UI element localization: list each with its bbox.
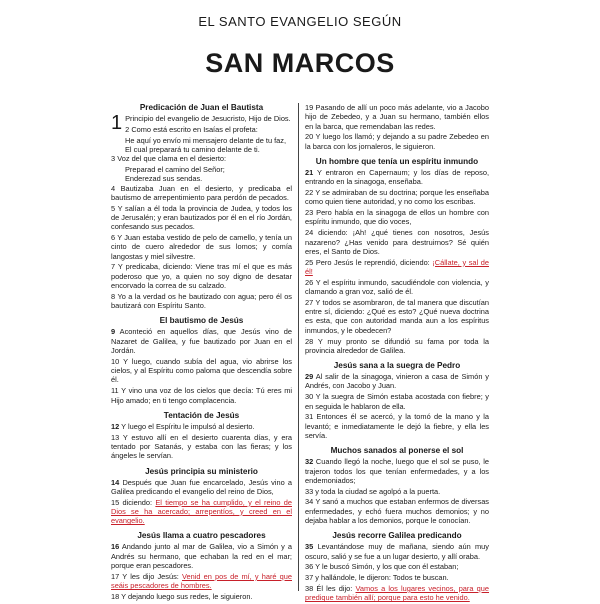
verse-number: 23 [305, 208, 314, 218]
verse [111, 357, 292, 385]
verse-line: Preparad el camino del Señor; [125, 164, 225, 174]
verse-text: Y dejando luego sus redes, le siguieron. [121, 591, 253, 601]
words-of-jesus: ¡Cállate, y sal de él! [305, 257, 489, 276]
verse-number: 26 [305, 277, 314, 287]
verse [111, 478, 292, 497]
verse-text: Y luego el Espíritu le impulsó al desierto. [121, 421, 255, 431]
verse [305, 132, 489, 151]
book-title: SAN MARCOS [205, 48, 395, 78]
verse-number: 31 [305, 412, 314, 422]
verse-text: Principio del evangelio de Jesucristo, Hijo de Dios. [125, 114, 291, 123]
verse-number: 35 [305, 542, 314, 552]
verse-text: Y les dijo Jesús: [122, 571, 179, 581]
verse-number: 37 [305, 573, 314, 583]
right-column [305, 103, 489, 604]
verse-text: Y entraron en Capernaum; y los días de reposo, entrando en la sinagoga, enseñaba. [305, 167, 490, 187]
section-heading: Jesús principia su ministerio [145, 466, 258, 476]
section-heading: Jesús sana a la suegra de Pedro [333, 361, 461, 371]
verse [111, 292, 292, 311]
verse [305, 258, 489, 277]
verse-number: 16 [111, 542, 120, 552]
verse [305, 412, 489, 440]
verse-text: Levantándose muy de mañana, siendo aún muy oscuro, salió y se fue a un lugar desierto, y allí oraba. [305, 542, 489, 561]
verse-text: Y Juan estaba vestido de pelo de camello, y tenía un cinto de cuero alrededor de sus lomos; y comía langostas y miel silvestre. [111, 233, 292, 261]
verse [305, 573, 489, 582]
verse-text: Entonces él se acercó, y la tomó de la mano y la levantó; e inmediatamente le dejó la fiebre, y ella les servía. [305, 412, 489, 440]
words-of-jesus: Venid en pos de mí, y haré que seáis pescadores de hombres. [111, 571, 292, 591]
verse-text: Y vino una voz de los cielos que decía: Tú eres mi Hijo amado; en ti tengo complacencia. [111, 386, 292, 405]
section-heading: Un hombre que tenía un espíritu inmundo [315, 156, 479, 166]
verse-text: Cuando llegó la noche, luego que el sol se puso, le trajeron todos los que tenían enfermedades, y a los endemoniados; [305, 457, 490, 485]
verse-number: 38 [305, 583, 314, 593]
section-heading: Muchos sanados al ponerse el sol [330, 446, 464, 456]
verse-line: El cual preparará tu camino delante de ti. [125, 144, 260, 154]
words-of-jesus: El tiempo se ha cumplido, y el reino de Dios se ha acercado; arrepentíos, y creed en el evangelio. [111, 497, 292, 526]
verse-number: 15 [111, 497, 120, 507]
verse-text: y toda la ciudad se agolpó a la puerta. [315, 486, 441, 496]
verse-number: 12 [111, 421, 120, 431]
verse [111, 498, 292, 526]
verse-number: 21 [305, 167, 314, 177]
verse [305, 392, 489, 411]
verse [111, 386, 292, 405]
verse-number: 17 [111, 571, 120, 581]
verse-text: Bautizaba Juan en el desierto, y predicaba el bautismo de arrepentimiento para perdón de pecados. [111, 183, 292, 202]
verse [111, 433, 292, 461]
verse [305, 188, 489, 207]
section-heading: Jesús llama a cuatro pescadores [137, 531, 266, 541]
verse-text: Voz del que clama en el desierto: [117, 154, 227, 164]
verse [111, 422, 292, 431]
verse [111, 262, 292, 290]
verse-text: Y muy pronto se difundió su fama por toda la provincia alrededor de Galilea. [305, 336, 489, 355]
verse-number: 27 [305, 297, 314, 307]
verse-text: Y salían a él toda la provincia de Judea, y todos los de Jerusalén; y eran bautizados por él en el río Jordán, confesando sus pecados. [111, 203, 292, 232]
verse [305, 103, 489, 131]
verse-text: Después que Juan fue encarcelado, Jesús vino a Galilea predicando el evangelio del reino de Dios, [111, 477, 293, 496]
section-heading: Tentación de Jesús [163, 410, 240, 420]
verse-number: 29 [305, 372, 314, 382]
verse-text: Y le buscó Simón, y los que con él estaban; [315, 562, 459, 572]
verse-number: 9 [111, 327, 116, 337]
verse [111, 572, 292, 591]
words-of-jesus: Vamos a los lugares vecinos, para que predique también allí; porque para esto he venido. [305, 583, 489, 603]
verse-text: Pasando de allí un poco más adelante, vio a Jacobo hijo de Zebedeo, y a Juan su hermano, también ellos en la barca, que remendaban las redes. [305, 103, 489, 131]
verse-text: Pero había en la sinagoga de ellos un hombre con espíritu inmundo, que dio voces, [305, 208, 489, 227]
verse-number: 6 [111, 233, 116, 243]
section-heading: Jesús recorre Galilea predicando [332, 531, 462, 541]
verse [305, 562, 489, 571]
section-heading: Predicación de Juan el Bautista [139, 103, 264, 112]
verse [305, 278, 489, 297]
verse-number: 4 [111, 183, 116, 193]
verse-number: 24 [305, 228, 314, 238]
verse-number: 10 [111, 356, 120, 366]
verse [305, 542, 489, 561]
verse [305, 372, 489, 391]
verse-number: 33 [305, 486, 314, 496]
verse-text: Pero Jesús le reprendió, diciendo: [315, 257, 430, 267]
verse-number: 19 [305, 103, 314, 112]
verse-line: He aquí yo envío mi mensajero delante de tu faz, [125, 135, 287, 145]
verse-number: 20 [305, 132, 314, 142]
verse-number: 25 [305, 257, 314, 267]
section-heading: El bautismo de Jesús [159, 316, 244, 326]
verse-number: 18 [111, 591, 120, 601]
verse-text: Al salir de la sinagoga, vinieron a casa de Simón y Andrés, con Jacobo y Juan. [305, 372, 489, 391]
verse [305, 208, 489, 227]
verse-text: Andando junto al mar de Galilea, vio a Simón y a Andrés su hermano, que echaban la red en el mar; porque eran pescadores. [111, 542, 292, 571]
column-divider [298, 103, 299, 591]
verse-number: 32 [305, 457, 314, 467]
verse-text: Él les dijo: [316, 583, 353, 593]
verse [305, 497, 489, 525]
verse [305, 487, 489, 496]
book-header: EL SANTO EVANGELIO SEGÚN [198, 14, 402, 29]
verse-number: 11 [111, 386, 119, 396]
verse-number: 30 [305, 392, 314, 402]
verse-text: Y estuvo allí en el desierto cuarenta días, y era tentado por Satanás, y estaba con las fieras; y los ángeles le servían. [111, 432, 293, 461]
verse-text: Y se admiraban de su doctrina; porque les enseñaba como quien tiene autoridad, y no como los escribas. [305, 188, 489, 207]
verse-number: 5 [111, 203, 116, 213]
verse-text: diciendo: ¡Ah! ¿qué tienes con nosotros, Jesús nazareno? ¿Has venido para destruirnos? Sé quién eres, el Santo de Dios. [305, 228, 489, 256]
verse-text: Y predicaba, diciendo: Viene tras mí el que es más poderoso que yo, a quien no soy digno de desatar encorvado la correa de su calzado. [111, 262, 292, 291]
verse [305, 228, 489, 256]
verse-text: y hallándole, le dijeron: Todos te buscan. [315, 573, 449, 583]
verse [111, 233, 292, 261]
verse-text: Aconteció en aquellos días, que Jesús vino de Nazaret de Galilea, y fue bautizado por Juan en el Jordán. [111, 327, 292, 356]
verse-number: 8 [111, 291, 116, 301]
verse [305, 457, 489, 485]
left-column [111, 103, 292, 603]
verse [111, 184, 292, 203]
verse-text: Yo a la verdad os he bautizado con agua; pero él os bautizará con Espíritu Santo. [111, 291, 292, 311]
verse-number: 13 [111, 432, 120, 442]
verse-number: 14 [111, 477, 120, 487]
verse-line: Enderezad sus sendas. [125, 174, 203, 184]
verse-text: diciendo: [122, 497, 153, 507]
verse-text: Como está escrito en Isaías el profeta: [131, 124, 258, 134]
verse [305, 168, 489, 187]
verse [305, 337, 489, 356]
verse-text: Y todos se asombraron, de tal manera que discutían entre sí, diciendo: ¿Qué es esto? ¿Qué nueva doctrina es esta, que con autoridad manda aun a los espíritus inmundos, y le obedecen? [305, 297, 489, 335]
verse-number: 7 [111, 262, 116, 272]
verse-number: 3 [111, 154, 116, 164]
verse-text: Y luego los llamó; y dejando a su padre Zebedeo en la barca con los jornaleros, le siguieron. [305, 132, 489, 151]
verse-number: 28 [305, 336, 314, 346]
verse-text: Y luego, cuando subía del agua, vio abrirse los cielos, y al Espíritu como paloma que descendía sobre él. [111, 356, 292, 385]
verse-number: 2 [125, 124, 130, 134]
verse-number: 36 [305, 562, 314, 572]
verse [111, 327, 292, 355]
chapter-number: 1 [111, 112, 123, 134]
verse [111, 154, 292, 163]
verse [111, 204, 292, 232]
verse-number: 22 [305, 188, 314, 198]
verse-number: 34 [305, 497, 314, 507]
verse [111, 542, 292, 570]
verse [305, 298, 489, 335]
verse [111, 125, 292, 134]
verse-text: Y sanó a muchos que estaban enfermos de diversas enfermedades, y echó fuera muchos demonios; y no dejaba hablar a los demonios, porque le conocían. [305, 497, 489, 525]
verse-text: Y la suegra de Simón estaba acostada con fiebre; y en seguida le hablaron de ella. [305, 392, 489, 411]
verse-text: Y el espíritu inmundo, sacudiéndole con violencia, y clamando a gran voz, salió de él. [305, 277, 490, 297]
